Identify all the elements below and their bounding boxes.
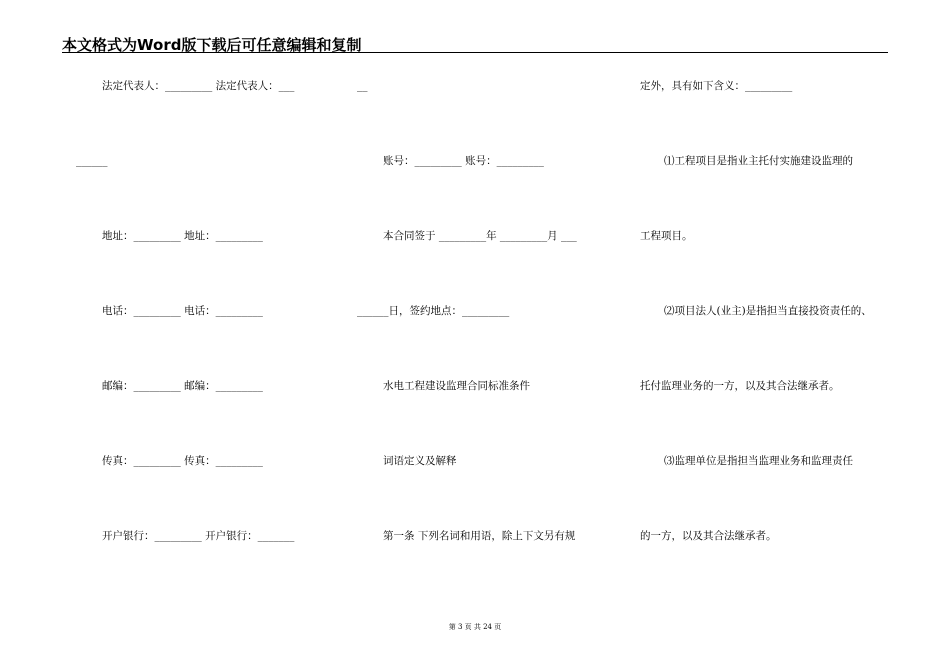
col3-line-def3-cont: 的一方，以及其合法继承者。 xyxy=(640,530,777,542)
col3-line-def1: ⑴工程项目是指业主托付实施建设监理的 xyxy=(664,155,853,167)
col3-line-def2: ⑵项目法人(业主)是指担当直接投资责任的、 xyxy=(664,305,872,317)
col1-line-bank: 开户银行：_________ 开户银行：_______ xyxy=(102,530,295,542)
col1-line-phone: 电话：_________ 电话：_________ xyxy=(102,305,263,317)
col2-line-account: 账号：_________ 账号：_________ xyxy=(383,155,544,167)
document-header-title: 本文格式为Word版下载后可任意编辑和复制 xyxy=(62,36,362,54)
col1-line-legal-rep: 法定代表人：_________ 法定代表人：___ xyxy=(102,80,295,92)
col2-line-article-one: 第一条 下列名词和用语，除上下文另有规 xyxy=(383,530,576,542)
page-number-footer: 第 3 页 共 24 页 xyxy=(448,623,502,631)
col2-line-signing-place: ______日，签约地点：_________ xyxy=(357,305,510,317)
col3-line-def1-cont: 工程项目。 xyxy=(640,230,693,242)
col3-line-def2-cont: 托付监理业务的一方，以及其合法继承者。 xyxy=(640,380,840,392)
header-divider xyxy=(62,52,888,53)
col2-line-section-title: 水电工程建设监理合同标准条件 xyxy=(383,380,530,392)
col2-line-signed-date: 本合同签于 _________年 _________月 ___ xyxy=(383,230,577,242)
col3-line-def3: ⑶监理单位是指担当监理业务和监理责任 xyxy=(664,455,853,467)
col1-line-postcode: 邮编：_________ 邮编：_________ xyxy=(102,380,263,392)
col3-line-meaning: 定外，具有如下含义：_________ xyxy=(640,80,793,92)
col2-line-definitions-heading: 词语定义及解释 xyxy=(383,455,457,467)
col1-line-fax: 传真：_________ 传真：_________ xyxy=(102,455,263,467)
col2-line-continuation: __ xyxy=(357,80,368,92)
col1-line-continuation: ______ xyxy=(76,155,108,167)
col1-line-address: 地址：_________ 地址：_________ xyxy=(102,230,263,242)
